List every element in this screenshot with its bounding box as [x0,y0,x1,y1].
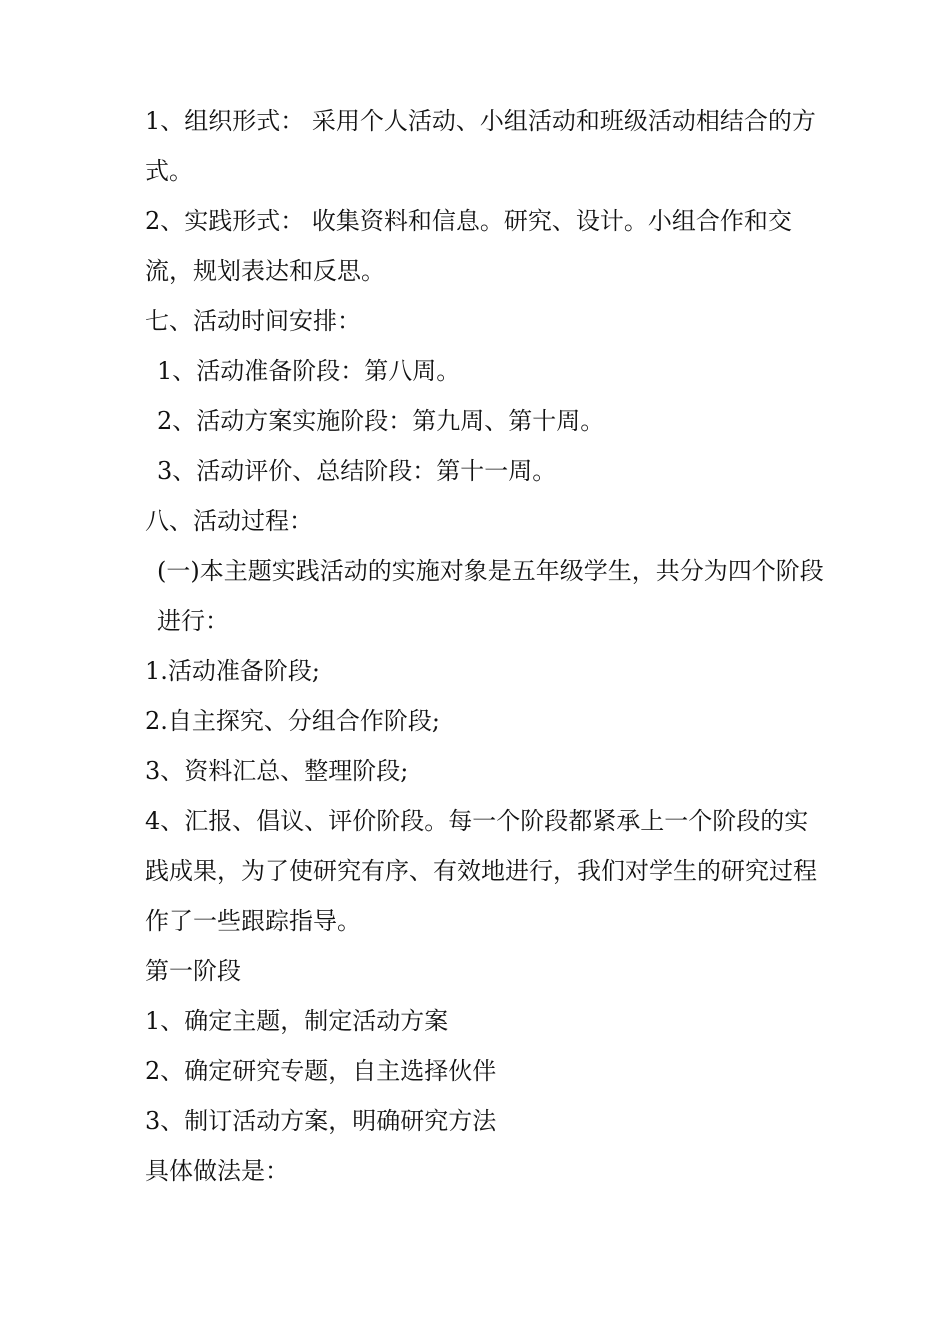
schedule-item-implementation: 2、活动方案实施阶段：第九周、第十周。 [157,407,605,435]
first-stage-item-3: 3、制订活动方案，明确研究方法 [145,1107,497,1135]
paragraph-organization-form: 1、组织形式： 采用个人活动、小组活动和班级活动相结合的方式。 [145,107,816,185]
heading-activity-process: 八、活动过程： [145,507,313,535]
first-stage-item-1: 1、确定主题，制定活动方案 [145,1007,449,1035]
heading-activity-schedule: 七、活动时间安排： [145,307,361,335]
heading-first-stage: 第一阶段 [145,957,241,985]
first-stage-item-2: 2、确定研究专题，自主选择伙伴 [145,1057,497,1085]
stage-item-2: 2.自主探究、分组合作阶段; [145,707,440,735]
paragraph-practice-form: 2、实践形式： 收集资料和信息。研究、设计。小组合作和交流，规划表达和反思。 [145,207,792,285]
paragraph-specific-method: 具体做法是： [145,1157,289,1185]
schedule-item-evaluation: 3、活动评价、总结阶段：第十一周。 [157,457,557,485]
schedule-item-preparation: 1、活动准备阶段：第八周。 [157,357,461,385]
stage-item-3: 3、资料汇总、整理阶段; [145,757,409,785]
stage-item-1: 1.活动准备阶段; [145,657,320,685]
paragraph-process-intro: (一)本主题实践活动的实施对象是五年级学生，共分为四个阶段进行： [157,557,824,635]
stage-item-4: 4、汇报、倡议、评价阶段。每一个阶段都紧承上一个阶段的实践成果，为了使研究有序、有效地进行，我们对学生的研究过程作了一些跟踪指导。 [145,807,817,935]
document-body [145,96,825,1196]
